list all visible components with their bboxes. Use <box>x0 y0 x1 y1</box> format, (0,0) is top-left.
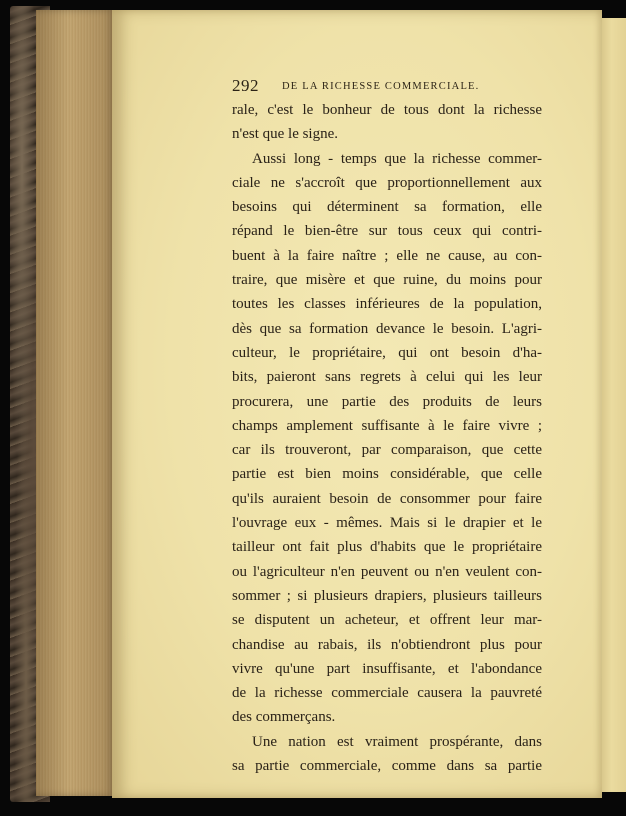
text-line: de la richesse commerciale causera la pauvreté <box>232 685 542 702</box>
text-line: procurera, une partie des produits de leurs <box>232 393 542 410</box>
text-line: sommer ; si plusieurs drapiers, plusieurs tailleurs <box>232 587 542 604</box>
text-line: Une nation est vraiment prospérante, dans <box>252 733 542 750</box>
text-line: qu'ils auraient besoin de consommer pour faire <box>232 490 542 507</box>
text-line: se disputent un acheteur, et offrent leur mar- <box>232 612 542 629</box>
text-line: buent à la faire naître ; elle ne cause, au con- <box>232 247 542 264</box>
text-line: partie est bien moins considérable, que celle <box>232 466 542 483</box>
body-text <box>232 98 542 778</box>
text-line: ciale ne s'accroît que proportionnellement aux <box>232 174 542 191</box>
text-line: culteur, le propriétaire, qui ont besoin d'ha- <box>232 344 542 361</box>
text-line: n'est que le signe. <box>232 126 339 143</box>
text-line: traire, que misère et que ruine, du moins pour <box>232 272 542 289</box>
text-line: l'ouvrage eux - mêmes. Mais si le drapier et le <box>232 515 542 532</box>
text-line: champs amplement suffisante à le faire vivre ; <box>232 417 542 434</box>
page-edges-shade <box>36 10 116 796</box>
running-head <box>232 76 552 96</box>
text-line: des commerçans. <box>232 709 336 726</box>
text-line: car ils trouveront, par comparaison, que cette <box>232 442 542 459</box>
text-line: répand le bien-être sur tous ceux qui contri- <box>232 223 542 240</box>
page-number: 292 <box>232 76 259 95</box>
text-line: sa partie commerciale, comme dans sa partie <box>232 758 542 775</box>
text-line: ou l'agriculteur n'en peuvent ou n'en veulent con- <box>232 563 542 580</box>
text-line: Aussi long - temps que la richesse commer- <box>252 150 542 167</box>
text-line: bits, paieront sans regrets à celui qui les leur <box>232 369 542 386</box>
text-line: dès que sa formation devance le besoin. L'agri- <box>232 320 542 337</box>
text-line: vivre qu'une part insuffisante, et l'abondance <box>232 660 542 677</box>
text-line: rale, c'est le bonheur de tous dont la richesse <box>232 102 542 118</box>
text-line: chandise au rabais, ils n'obtiendront plus pour <box>232 636 542 653</box>
text-line: tailleur ont fait plus d'habits que le propriétaire <box>232 539 542 556</box>
facing-page-edge <box>600 18 626 792</box>
text-line: toutes les classes inférieures de la population, <box>232 296 542 313</box>
running-title: DE LA RICHESSE COMMERCIALE. <box>282 81 480 92</box>
text-line: besoins qui déterminent sa formation, elle <box>232 199 542 216</box>
